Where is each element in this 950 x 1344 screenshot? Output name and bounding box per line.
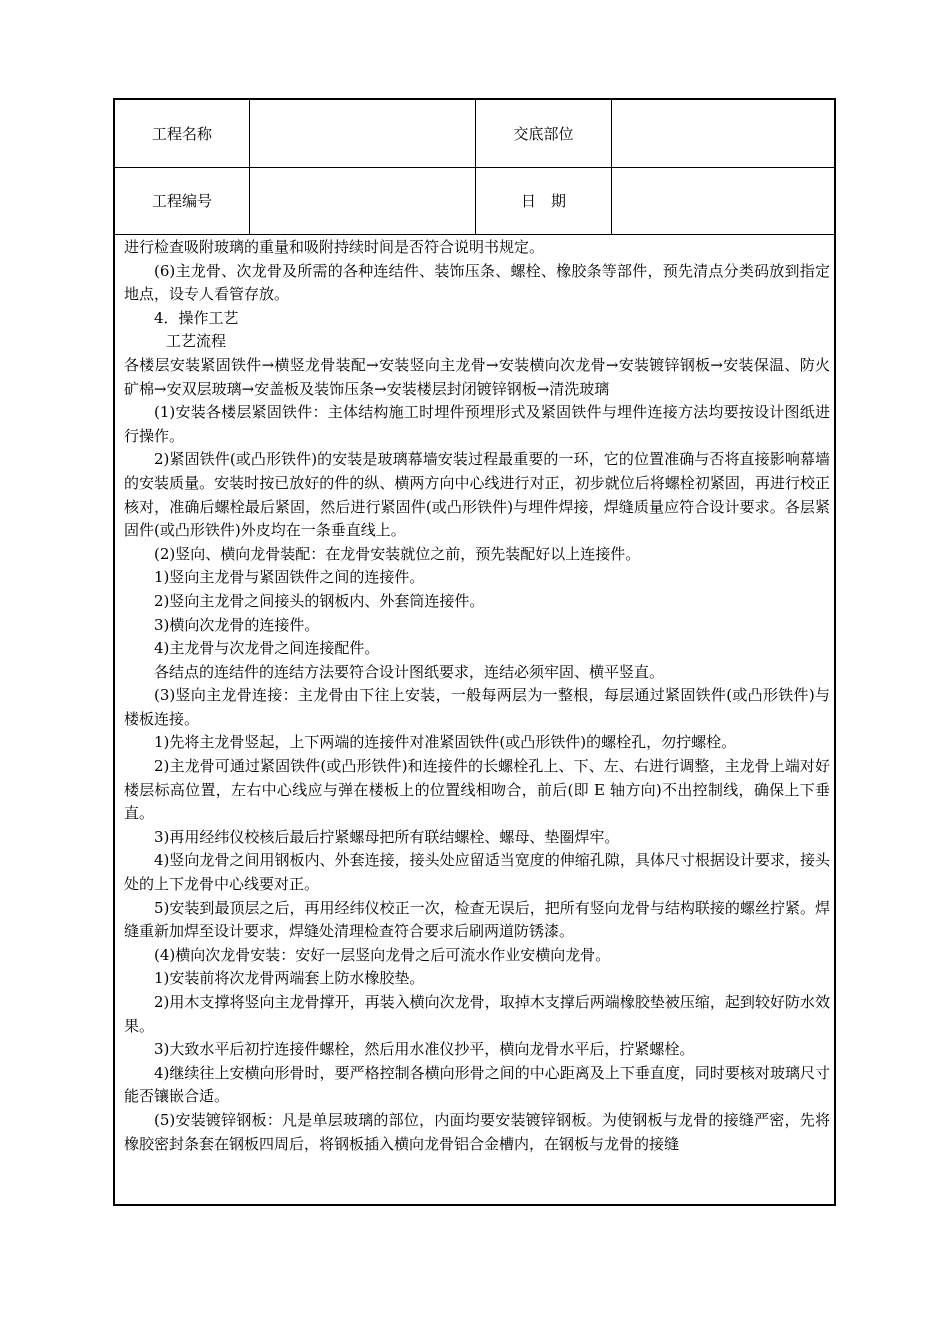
paragraph: 3)再用经纬仪校核后最后拧紧螺母把所有联结螺栓、螺母、垫圈焊牢。	[154, 827, 620, 846]
subsection-heading: 工艺流程	[166, 332, 227, 351]
paragraph: 进行检查吸附玻璃的重量和吸附持续时间是否符合说明书规定。	[124, 238, 545, 256]
paragraph: (3)竖向主龙骨连接：主龙骨由下往上安装，一般每两层为一整根，每层通过紧固铁件(或凸形铁件)与楼板连接。	[124, 686, 830, 728]
paragraph: 1)先将主龙骨竖起，上下两端的连接件对准紧固铁件(或凸形铁件)的螺栓孔，勿拧螺栓。	[154, 733, 737, 752]
paragraph: 3)大致水平后初拧连接件螺栓，然后用水准仪抄平，横向龙骨水平后，拧紧螺栓。	[154, 1040, 695, 1059]
location-label: 交底部位	[476, 100, 612, 167]
project-no-value	[250, 167, 476, 234]
process-flow: 各楼层安装紧固铁件→横竖龙骨装配→安装竖向主龙骨→安装横向次龙骨→安装镀锌钢板→安装保温、防火矿棉→安双层玻璃→安盖板及装饰压条→安装楼层封闭镀锌钢板→清洗玻璃	[124, 355, 830, 398]
section-heading: 4．操作工艺	[154, 308, 239, 327]
paragraph: 3)横向次龙骨的连接件。	[154, 615, 320, 634]
paragraph: 5)安装到最顶层之后，再用经纬仪校正一次，检查无误后，把所有竖向龙骨与结构联接的螺丝拧紧。焊缝重新加焊至设计要求，焊缝处清理检查符合要求后刷两道防锈漆。	[124, 898, 830, 941]
paragraph: 2)竖向主龙骨之间接头的钢板内、外套筒连接件。	[154, 591, 485, 610]
paragraph: 1)安装前将次龙骨两端套上防水橡胶垫。	[154, 969, 425, 988]
date-value	[612, 167, 834, 234]
project-name-label: 工程名称	[115, 100, 250, 167]
location-value	[612, 100, 834, 167]
paragraph: 4)继续往上安横向形骨时，要严格控制各横向形骨之间的中心距离及上下垂直度，同时要核对玻璃尺寸能否镶嵌合适。	[124, 1063, 830, 1106]
header-table	[115, 100, 834, 235]
paragraph: 4)主龙骨与次龙骨之间连接配件。	[154, 639, 380, 658]
project-no-label: 工程编号	[115, 167, 250, 234]
disclosure-form	[113, 98, 836, 1206]
paragraph: 2)紧固铁件(或凸形铁件)的安装是玻璃幕墙安装过程最重要的一环，它的位置准确与否将直接影响幕墙的安装质量。安装时按已放好的件的纵、横两方向中心线进行对正，初步就位后将螺栓初紧固，再进行校正核对，准确后螺栓最后紧固，然后进行紧固件(或凸形铁件)与埋件焊接，焊缝质量应符合设计要求。各层紧固件(或凸形铁件)外皮均在一条垂直线上。	[124, 450, 830, 540]
header-row-2	[115, 167, 834, 235]
project-name-value	[250, 100, 476, 167]
date-label: 日 期	[476, 167, 612, 234]
paragraph: (4)横向次龙骨安装：安好一层竖向龙骨之后可流水作业安横向龙骨。	[154, 945, 611, 964]
paragraph: (2)竖向、横向龙骨装配：在龙骨安装就位之前，预先装配好以上连接件。	[154, 544, 641, 563]
paragraph: (5)安装镀锌钢板：凡是单层玻璃的部位，内面均要安装镀锌钢板。为使钢板与龙骨的接缝严密，先将橡胶密封条套在钢板四周后，将钢板插入横向龙骨铝合金槽内，在钢板与龙骨的接缝	[124, 1110, 830, 1153]
paragraph: 4)竖向龙骨之间用钢板内、外套连接，接头处应留适当宽度的伸缩孔隙，具体尺寸根据设计要求，接头处的上下龙骨中心线要对正。	[124, 851, 830, 894]
paragraph: 1)竖向主龙骨与紧固铁件之间的连接件。	[154, 568, 425, 587]
body-text	[124, 236, 830, 1156]
paragraph: (6)主龙骨、次龙骨及所需的各种连结件、装饰压条、螺栓、橡胶条等部件，预先清点分类码放到指定地点，设专人看管存放。	[124, 261, 830, 304]
paragraph: 2)用木支撑将竖向主龙骨撑开，再装入横向次龙骨，取掉木支撑后两端橡胶垫被压缩，起到较好防水效果。	[124, 993, 830, 1035]
paragraph: 2)主龙骨可通过紧固铁件(或凸形铁件)和连接件的长螺栓孔上、下、左、右进行调整，主龙骨上端对好楼层标高位置，左右中心线应与弹在楼板上的位置线相吻合，前后(即 E 轴方向)不出控制线，确保上下垂直。	[124, 757, 830, 823]
paragraph: (1)安装各楼层紧固铁件：主体结构施工时埋件预埋形式及紧固铁件与埋件连接方法均要按设计图纸进行操作。	[124, 403, 830, 445]
header-row-1	[115, 100, 834, 168]
paragraph: 各结点的连结件的连结方法要符合设计图纸要求，连结必须牢固、横平竖直。	[154, 662, 665, 681]
